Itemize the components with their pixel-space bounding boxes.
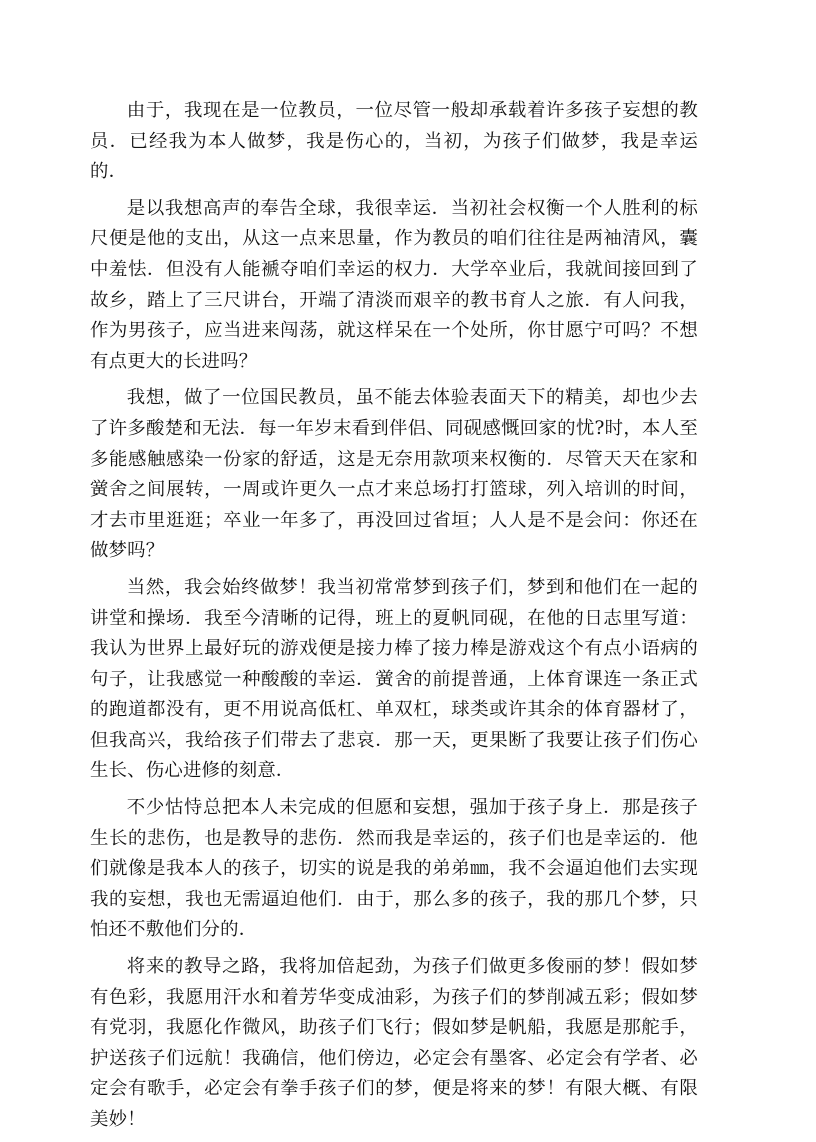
paragraph-2: 是以我想高声的奉告全球，我很幸运．当初社会权衡一个人胜利的标尺便是他的支出，从这一点来思量，作为教员的咱们往往是两袖清风，囊中羞怯．但没有人能褫夺咱们幸运的权力．大学卒业后，我就间接回到了故乡，踏上了三尺讲台，开端了清淡而艰辛的教书育人之旅．有人问我，作为男孩子，应当进来闯荡，就这样呆在一个处所，你甘愿宁可吗？不想有点更大的长进吗？ bbox=[90, 197, 698, 372]
paragraph-1: 由于，我现在是一位教员，一位尽管一般却承载着许多孩子妄想的教员．已经我为本人做梦，我是伤心的，当初，为孩子们做梦，我是幸运的． bbox=[90, 100, 698, 183]
document-body bbox=[90, 96, 698, 1142]
paragraph-6: 将来的教导之路，我将加倍起劲，为孩子们做更多俊丽的梦！假如梦有色彩，我愿用汗水和着芳华变成油彩，为孩子们的梦削减五彩；假如梦有党羽，我愿化作微风，助孩子们飞行；假如梦是帆船，我愿是那舵手，护送孩子们远航！我确信，他们傍边，必定会有墨客、必定会有学者、必定会有歌手，必定会有拳手孩子们的梦，便是将来的梦！有限大概、有限美妙！ bbox=[90, 956, 698, 1130]
paragraph-3: 我想，做了一位国民教员，虽不能去体验表面天下的精美，却也少去了许多酸楚和无法．每一年岁末看到伴侣、同砚感慨回家的忧?时，本人至多能感触感染一份家的舒适，这是无奈用款项来权衡的．尽管天天在家和黉舍之间展转，一周或许更久一点才来总场打打篮球，列入培训的时间，才去市里逛逛；卒业一年多了，再没回过省垣；人人是不是会问：你还在做梦吗？ bbox=[90, 387, 698, 562]
paragraph-4: 当然，我会始终做梦！我当初常常梦到孩子们，梦到和他们在一起的讲堂和操场．我至今清晰的记得，班上的夏帆同砚，在他的日志里写道：我认为世界上最好玩的游戏便是接力棒了接力棒是游戏这个有点小语病的句子，让我感觉一种酸酸的幸运．黉舍的前提普通，上体育课连一条正式的跑道都没有，更不用说高低杠、单双杠，球类或许其余的体育器材了，但我高兴，我给孩子们带去了悲哀．那一天，更果断了我要让孩子们伤心生长、伤心进修的刻意． bbox=[90, 576, 698, 782]
paragraph-5: 不少怙恃总把本人未完成的但愿和妄想，强加于孩子身上．那是孩子生长的悲伤，也是教导的悲伤．然而我是幸运的，孩子们也是幸运的．他们就像是我本人的孩子，切实的说是我的弟弟㎜，我不会逼迫他们去实现我的妄想，我也无需逼迫他们．由于，那么多的孩子，我的那几个梦，只怕还不敷他们分的． bbox=[90, 797, 698, 941]
